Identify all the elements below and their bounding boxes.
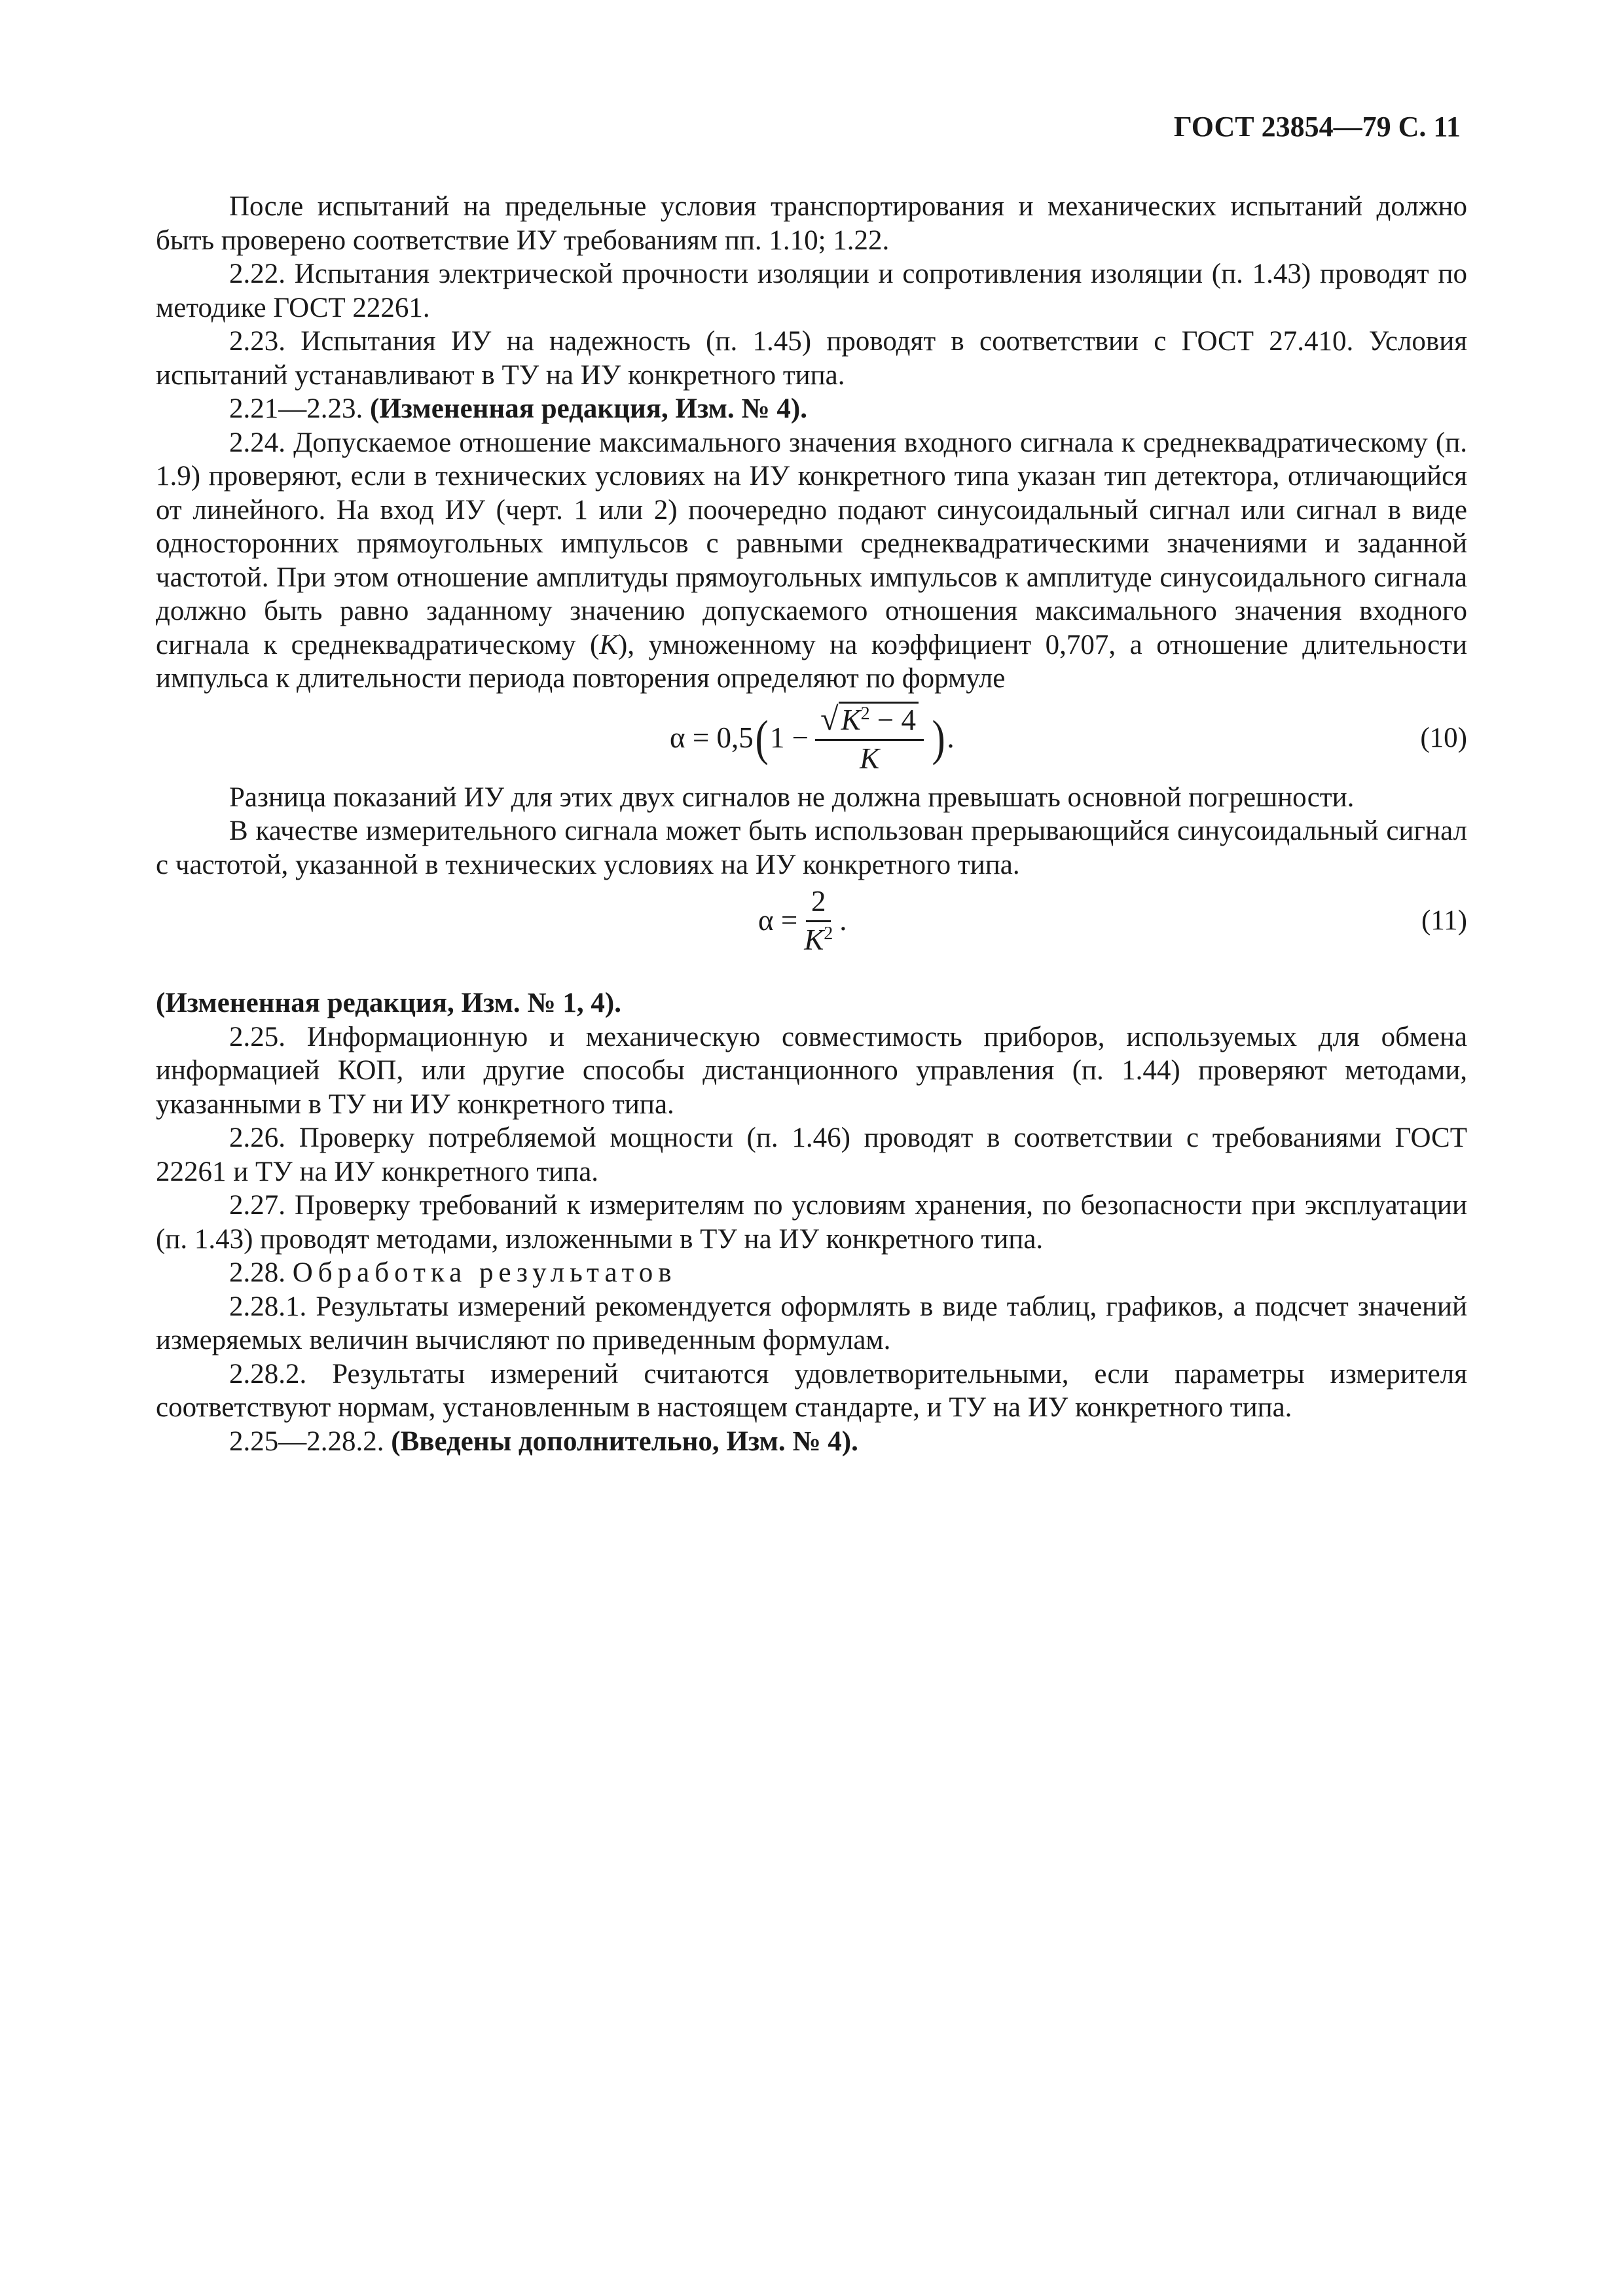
note-introduced: (Введены дополнительно, Изм. № 4). (391, 1426, 858, 1457)
formula-10-number: (10) (1420, 722, 1467, 753)
paragraph-measuring-signal: В качестве измерительного сигнала может быть использован прерывающийся синусоидальный сигнал с частотой, указанной в технических условиях на ИУ конкретного типа. (156, 816, 1467, 880)
formula-11-lhs: α = (758, 904, 798, 937)
formula-10-lhs: α = 0,5 (670, 721, 754, 754)
paragraph-2-28-1: 2.28.1. Результаты измерений рекомендуется оформлять в виде таблиц, графиков, а подсчет значений измеряемых величин вычисляют по приведенным формулам. (156, 1291, 1467, 1355)
denominator-k: K (804, 923, 824, 956)
formula-11-tail: . (839, 904, 847, 937)
denominator-exponent: 2 (824, 923, 833, 944)
formula-10-fraction (815, 702, 924, 774)
paragraph-2-21-2-23-note (156, 392, 1467, 426)
paragraph-2-24-text-b: ), умноженному на коэффициент 0,707, а отношение длительности импульса к длительности периода повторения определяют по формуле (156, 629, 1467, 694)
formula-11-number: (11) (1421, 905, 1467, 937)
formula-10-close-paren: ) (932, 710, 945, 766)
formula-10-tail: . (947, 721, 955, 754)
formula-10-row (156, 696, 1467, 781)
formula-10-denominator: K (860, 742, 880, 775)
sqrt-sign: √ (820, 700, 839, 738)
section-2-28-number: 2.28. (229, 1257, 293, 1288)
formula-11 (758, 882, 847, 960)
note-range: 2.21—2.23. (229, 393, 370, 424)
formula-11-fraction (804, 886, 833, 956)
paragraph-2-24-text-a: 2.24. Допускаемое отношение максимального значения входного сигнала к среднеквадратическому (п. 1.9) проверяют, если в технических условиях на ИУ конкретного типа указан тип детектора, отличающийся от линейного. На вход ИУ (черт. 1 или 2) поочередно подают синусоидальный сигнал или сигнал в виде односторонних прямоугольных импульсов с равными среднеквадратическими значениями и заданной частотой. При этом отношение амплитуды прямоугольных импульсов к амплитуде синусоидального сигнала должно быть равно заданному значению допускаемого отношения максимального значения входного сигнала к среднеквадратическому ( (156, 427, 1467, 660)
paragraph-2-23: 2.23. Испытания ИУ на надежность (п. 1.45) проводят в соответствии с ГОСТ 27.410. Условия испытаний устанавливают в ТУ на ИУ конкретного типа. (156, 326, 1467, 391)
formula-10-radicand (839, 702, 919, 736)
formula-11-denominator (804, 922, 833, 956)
formula-11-row (156, 882, 1467, 960)
paragraph-after-tests: После испытаний на предельные условия транспортирования и механических испытаний должно быть проверено соответствие ИУ требованиям пп. 1.10; 1.22. (156, 191, 1467, 256)
paragraph-2-24 (156, 426, 1467, 696)
paragraph-2-25-2-28-2-note (156, 1425, 1467, 1459)
revision-note-1-4: (Измененная редакция, Изм. № 1, 4). (156, 988, 621, 1018)
note-revision: (Измененная редакция, Изм. № 4). (370, 393, 807, 424)
paragraph-2-25: 2.25. Информационную и механическую совместимость приборов, используемых для обмена информацией КОП, или другие способы дистанционного управления (п. 1.44) проверяют методами, указанными в ТУ ни ИУ конкретного типа. (156, 1021, 1467, 1120)
paragraph-2-28-2: 2.28.2. Результаты измерений считаются удовлетворительными, если параметры измерителя соответствуют нормам, установленным в настоящем стандарте, и ТУ на ИУ конкретного типа. (156, 1358, 1467, 1423)
section-2-28-title: Обработка результатов (292, 1257, 677, 1288)
page-header: ГОСТ 23854—79 С. 11 (1173, 111, 1461, 143)
formula-10-one-minus: 1 − (770, 721, 809, 754)
variable-k: K (599, 629, 619, 660)
radicand-minus-four: − 4 (869, 704, 917, 737)
paragraph-2-27: 2.27. Проверку требований к измерителям по условиям хранения, по безопасности при эксплуатации (п. 1.43) проводят методами, изложенными в ТУ на ИУ конкретного типа. (156, 1190, 1467, 1255)
paragraph-2-22: 2.22. Испытания электрической прочности изоляции и сопротивления изоляции (п. 1.43) проводят по методике ГОСТ 22261. (156, 259, 1467, 323)
formula-11-numerator: 2 (806, 886, 831, 922)
formula-10-open-paren: ( (755, 710, 769, 766)
formula-10 (670, 696, 955, 781)
section-2-28-heading (156, 1256, 1467, 1290)
paragraph-difference: Разница показаний ИУ для этих двух сигналов не должна превышать основной погрешности. (229, 781, 1355, 813)
note-range-2: 2.25—2.28.2. (229, 1426, 392, 1457)
radicand-k: K (841, 704, 861, 737)
document-body (156, 190, 1467, 1458)
formula-10-numerator (815, 702, 924, 741)
radicand-exponent: 2 (860, 704, 870, 725)
paragraph-2-26: 2.26. Проверку потребляемой мощности (п. 1.46) проводят в соответствии с требованиями ГОСТ 22261 и ТУ на ИУ конкретного типа. (156, 1122, 1467, 1187)
